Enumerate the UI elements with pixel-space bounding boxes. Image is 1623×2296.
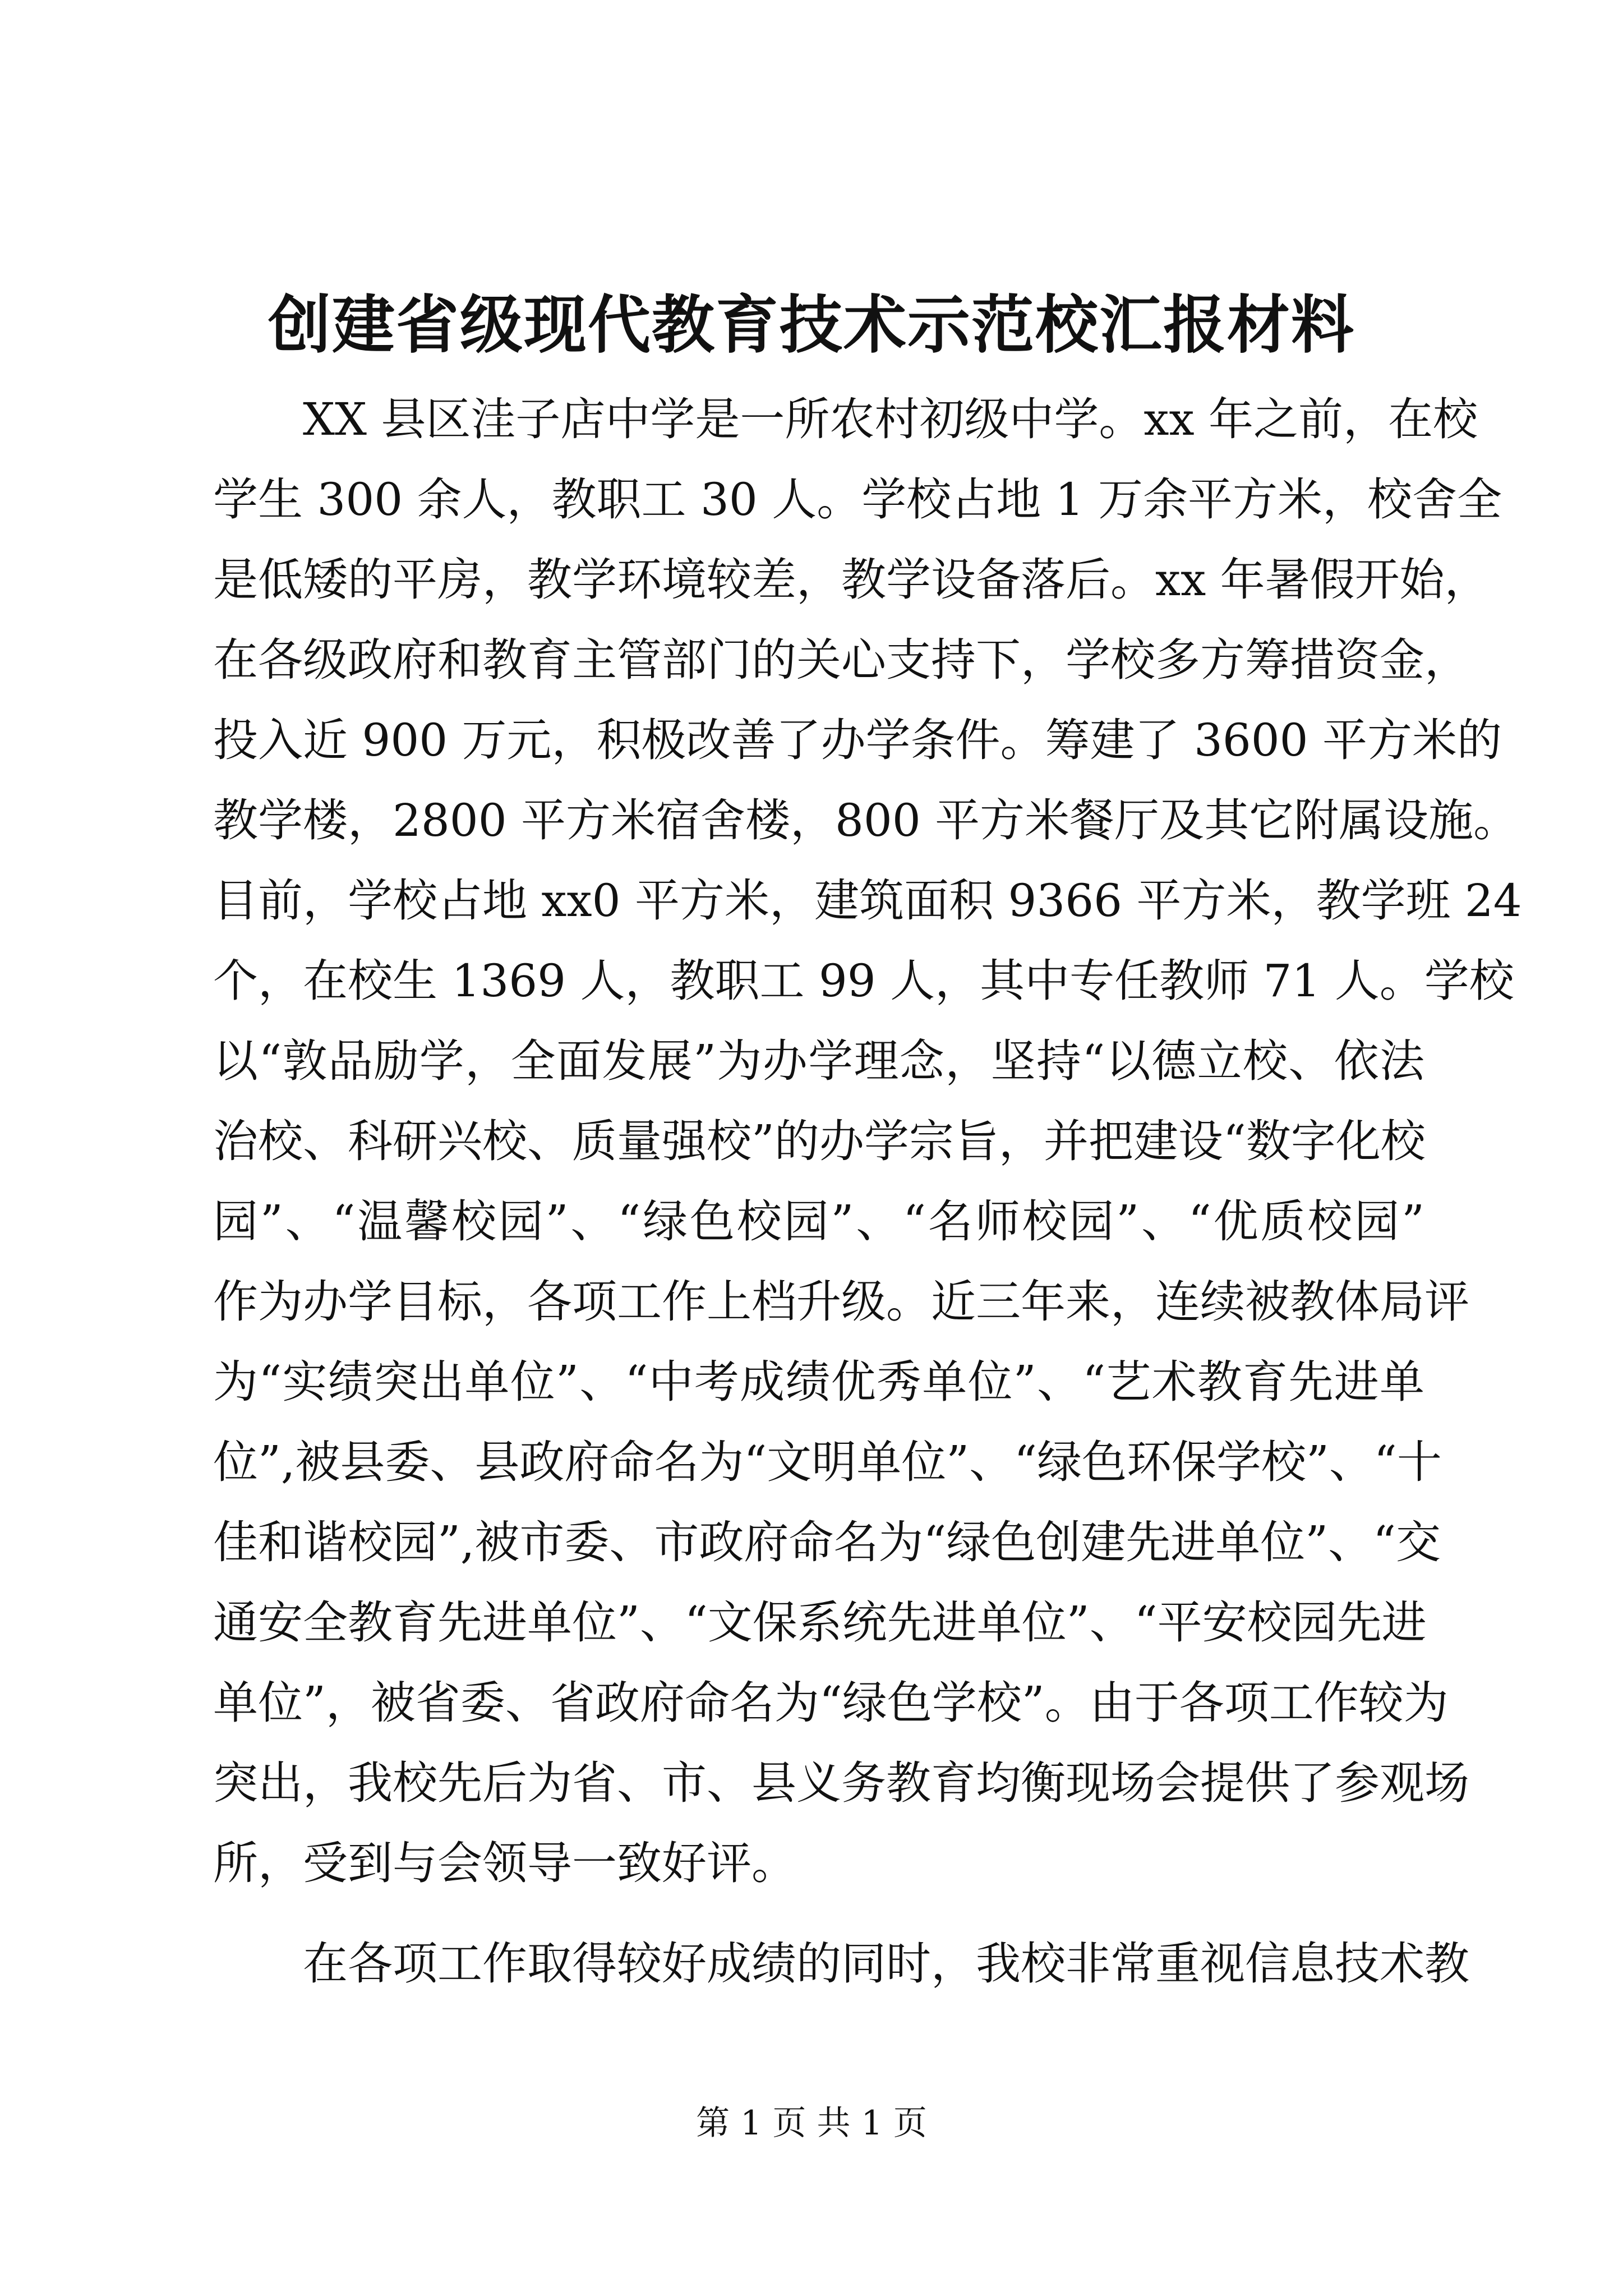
paragraph-line: 作为办学目标，各项工作上档升级。近三年来，连续被教体局评 (213, 1276, 1469, 1328)
paragraph-line: 所，受到与会领导一致好评。 (213, 1837, 796, 1889)
paragraph-line: 在各项工作取得较好成绩的同时，我校非常重视信息技术教 (303, 1938, 1469, 1990)
paragraph-line: 在各级政府和教育主管部门的关心支持下，学校多方筹措资金， (213, 634, 1469, 686)
paragraph-line: 位”,被县委、县政府命名为“文明单位”、“绿色环保学校”、“十 (213, 1436, 1442, 1488)
paragraph-line: 为“实绩突出单位”、“中考成绩优秀单位”、“艺术教育先进单 (213, 1356, 1424, 1408)
paragraph-line: 教学楼，2800 平方米宿舍楼，800 平方米餐厅及其它附属设施。 (213, 794, 1519, 846)
page-number-footer: 第 1 页 共 1 页 (696, 2104, 927, 2143)
paragraph-line: 突出，我校先后为省、市、县义务教育均衡现场会提供了参观场 (213, 1757, 1469, 1809)
paragraph-line: 学生 300 余人，教职工 30 人。学校占地 1 万余平方米，校舍全 (213, 473, 1502, 526)
paragraph-spacer (213, 1903, 1424, 1924)
paragraph-line: 投入近 900 万元，积极改善了办学条件。筹建了 3600 平方米的 (213, 714, 1502, 766)
paragraph-line: 治校、科研兴校、质量强校”的办学宗旨，并把建设“数字化校 (213, 1115, 1426, 1167)
document-title: 创建省级现代教育技术示范校汇报材料 (268, 289, 1355, 362)
paragraph-2 (213, 1924, 1469, 2004)
document-body (213, 379, 1522, 2004)
paragraph-line: 园”、“温馨校园”、“绿色校园”、“名师校园”、“优质校园” (213, 1195, 1424, 1248)
paragraph-line: 以“敦品励学，全面发展”为办学理念，坚持“以德立校、依法 (213, 1035, 1424, 1087)
paragraph-line: 目前，学校占地 xx0 平方米，建筑面积 9366 平方米，教学班 24 (213, 875, 1522, 927)
paragraph-line: 是低矮的平房，教学环境较差，教学设备落后。xx 年暑假开始， (213, 554, 1490, 606)
paragraph-line: 个，在校生 1369 人，教职工 99 人，其中专任教师 71 人。学校 (213, 955, 1514, 1007)
paragraph-line: 单位”，被省委、省政府命名为“绿色学校”。由于各项工作较为 (213, 1677, 1449, 1729)
paragraph-1 (213, 379, 1522, 1903)
paragraph-line: 佳和谐校园”,被市委、市政府命名为“绿色创建先进单位”、“交 (213, 1516, 1441, 1568)
paragraph-line: 通安全教育先进单位”、“文保系统先进单位”、“平安校园先进 (213, 1596, 1427, 1649)
paragraph-line: XX 县区洼子店中学是一所农村初级中学。xx 年之前，在校 (303, 393, 1478, 445)
